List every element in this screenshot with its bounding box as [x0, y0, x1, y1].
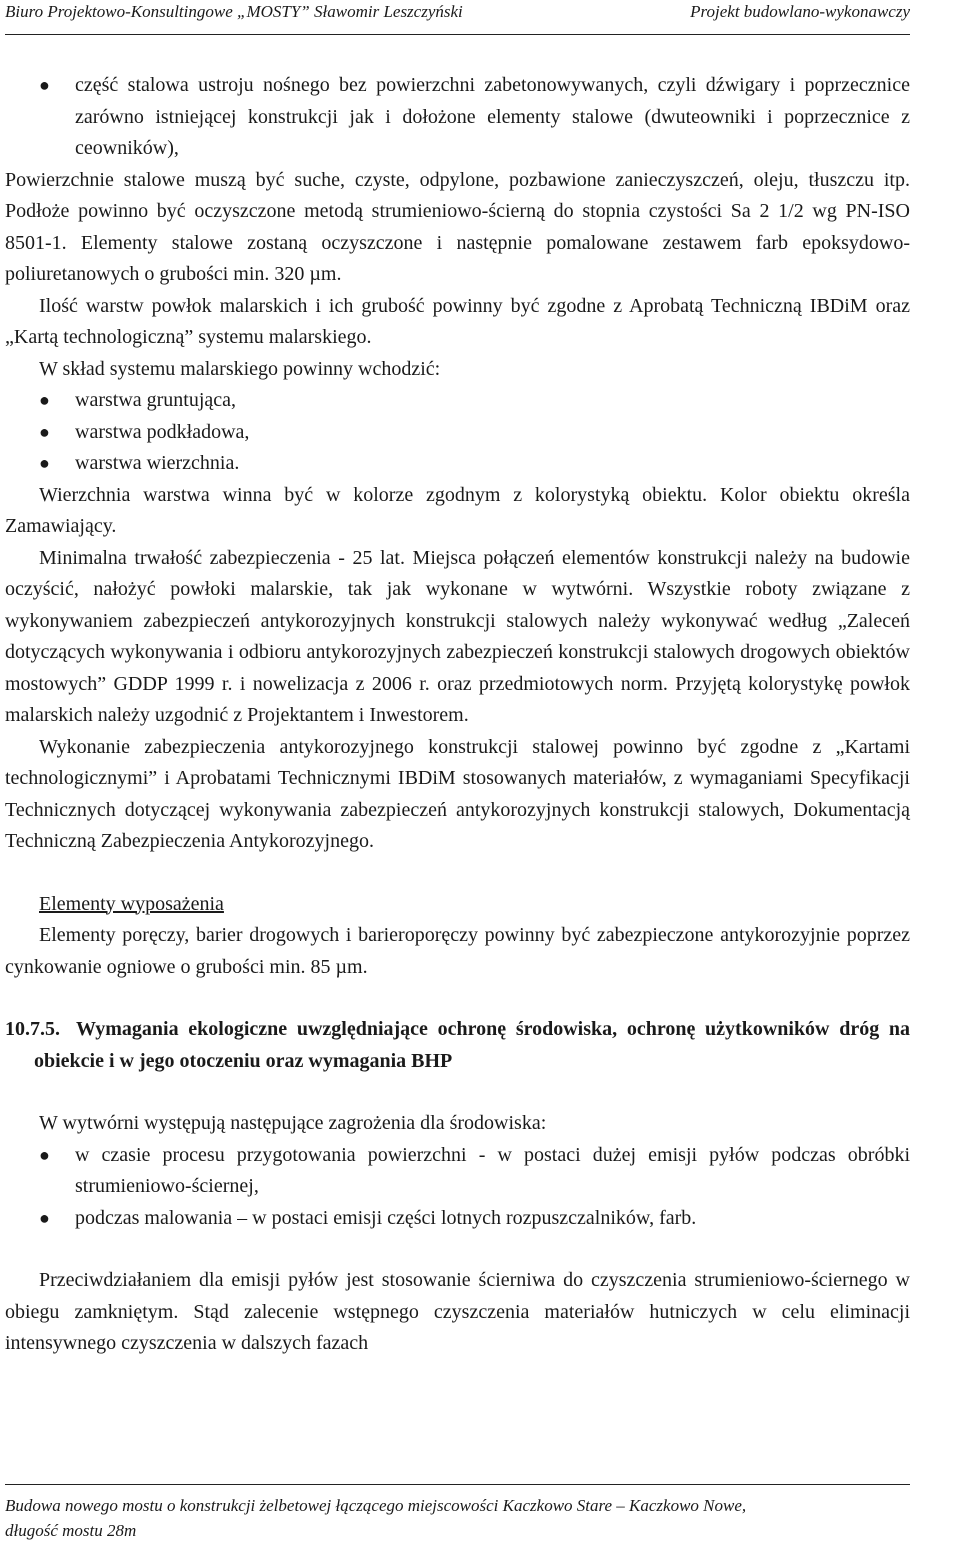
section-heading: 10.7.5. Wymagania ekologiczne uwzględniające ochronę środowiska, ochronę użytkowników dróg na obiekcie i w jego otoczeniu oraz wymagania BHP [5, 1014, 910, 1077]
list-item: ● warstwa gruntująca, [5, 385, 910, 417]
paragraph: Wykonanie zabezpieczenia antykorozyjnego konstrukcji stalowej powinno być zgodne z „Kartami technologicznymi” i Aprobatami Technicznymi IBDiM stosowanych materiałów, z wymaganiami Specyfikacji Technicznych dotyczącej wykonywania zabezpieczeń antykorozyjnych konstrukcji stalowych, Dokumentacją Techniczną Zabezpieczenia Antykorozyjnego. [5, 735, 910, 852]
paragraph: W skład systemu malarskiego powinny wchodzić: [39, 357, 441, 380]
header-company: Biuro Projektowo-Konsultingowe „MOSTY” Sławomir Leszczyński [5, 2, 463, 21]
list-item: ● podczas malowania – w postaci emisji części lotnych rozpuszczalników, farb. [5, 1203, 910, 1235]
section-number: 10.7.5. [5, 1018, 60, 1040]
spacer [5, 858, 910, 889]
list-item: ● część stalowa ustroju nośnego bez powierzchni zabetonowywanych, czyli dźwigary i poprzecznice zarówno istniejącej konstrukcji jak i dołożone elementy stalowe (dwuteowniki i poprzecznice z ceowników), [5, 70, 910, 165]
list-item: ● w czasie procesu przygotowania powierzchni - w postaci dużej emisji pyłów podczas obróbki strumieniowo-ściernej, [5, 1140, 910, 1203]
page-footer [5, 1484, 910, 1543]
header-project-type: Projekt budowlano-wykonawczy [690, 2, 910, 21]
list-item: ● warstwa wierzchnia. [5, 448, 910, 480]
document-body [5, 70, 910, 1360]
footer-bridge-length: długość mostu 28m [5, 1521, 137, 1540]
spacer [5, 983, 910, 1014]
footer-project-title: Budowa nowego mostu o konstrukcji żelbetowej łączącego miejscowości Kaczkowo Stare – Kaczkowo Nowe, [5, 1496, 747, 1515]
bullet-icon: ● [39, 453, 50, 473]
bullet-icon: ● [39, 421, 50, 442]
paragraph: W wytwórni występują następujące zagrożenia dla środowiska: [39, 1112, 547, 1134]
bullet-icon: ● [39, 1207, 50, 1228]
paragraph: Minimalna trwałość zabezpieczenia - 25 lat. Miejsca połączeń elementów konstrukcji należy na budowie oczyścić, nałożyć powłoki malarskie, tak jak wykonane w wytwórni. Wszystkie roboty związane z wykonywaniem zabezpieczeń antykorozyjnych konstrukcji stalowych należy wykonywać według „Zaleceń dotyczących wykonywania i odbioru antykorozyjnych zabezpieczeń konstrukcji stalowych drogowych obiektów mostowych” GDDP 1999 r. i nowelizacja z 2006 r. oraz przedmiotowych norm. Przyjętą kolorystykę powłok malarskich należy uzgodnić z Projektantem i Inwestorem. [5, 546, 910, 726]
spacer [5, 1077, 910, 1108]
bullet-icon: ● [39, 390, 50, 410]
list-item: ● warstwa podkładowa, [5, 417, 910, 449]
page-header [5, 0, 910, 35]
subheading: Elementy wyposażenia [39, 892, 224, 915]
paragraph: Elementy poręczy, barier drogowych i barieroporęczy powinny być zabezpieczone antykorozyjnie poprzez cynkowanie ogniowe o grubości min. 85 µm. [5, 924, 910, 978]
bullet-icon: ● [39, 1144, 50, 1165]
paragraph: Przeciwdziałaniem dla emisji pyłów jest stosowanie ścierniwa do czyszczenia strumieniowo-ściernego w obiegu zamkniętym. Stąd zalecenie wstępnego czyszczenia materiałów hutniczych w celu eliminacji intensywnego czyszczenia w dalszych fazach [5, 1269, 910, 1354]
paragraph: Ilość warstw powłok malarskich i ich grubość powinny być zgodne z Aprobatą Techniczną IBDiM oraz „Kartą technologiczną” systemu malarskiego. [5, 294, 910, 348]
paragraph: Powierzchnie stalowe muszą być suche, czyste, odpylone, pozbawione zanieczyszczeń, oleju, tłuszczu itp. Podłoże powinno być oczyszczone metodą strumieniowo-ścierną do stopnia czystości Sa 2 1/2 wg PN-ISO 8501-1. Elementy stalowe zostaną oczyszczone i następnie pomalowane zestawem farb epoksydowo-poliuretanowych o grubości min. 320 µm. [5, 168, 910, 285]
spacer [5, 1234, 910, 1265]
bullet-icon: ● [39, 75, 50, 95]
paragraph: Wierzchnia warstwa winna być w kolorze zgodnym z kolorystyką obiektu. Kolor obiektu określa Zamawiający. [5, 483, 910, 537]
